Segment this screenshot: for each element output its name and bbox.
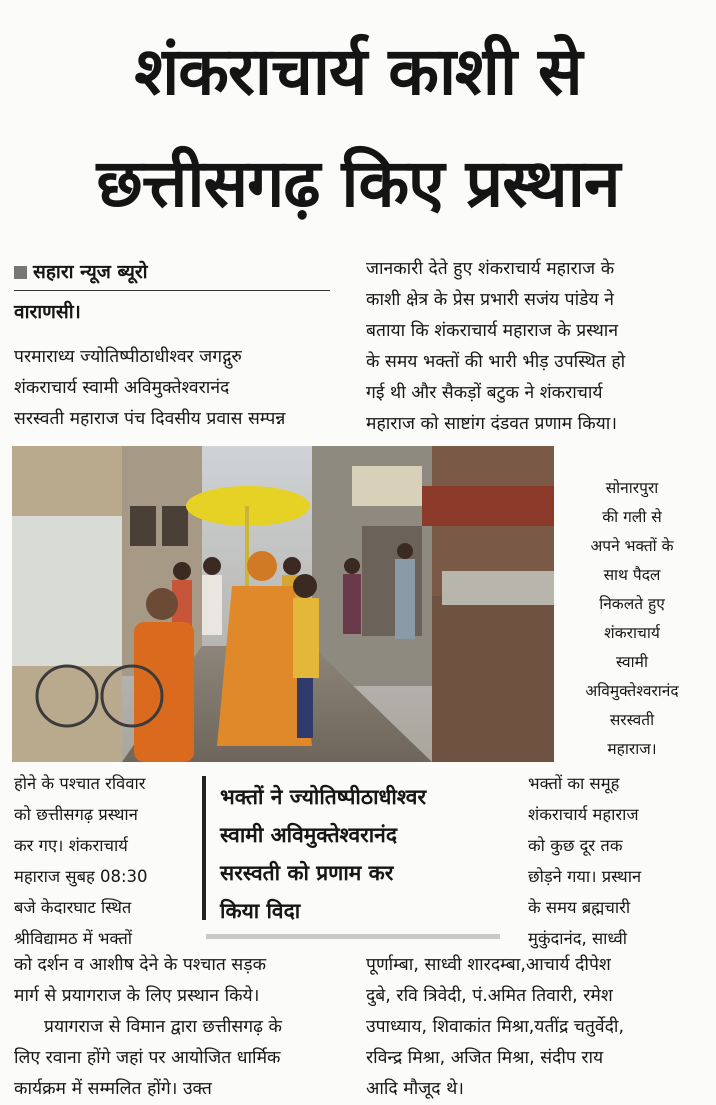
text-line: के समय भक्तों की भारी भीड़ उपस्थित हो — [366, 352, 626, 372]
article-column-left-narrow — [14, 768, 190, 954]
text-line: सरस्वती महाराज पंच दिवसीय प्रवास सम्पन्न — [14, 409, 286, 429]
news-photo — [12, 446, 554, 762]
byline — [14, 258, 148, 284]
pull-quote-line: सरस्वती को प्रणाम कर — [220, 861, 394, 885]
pull-quote — [204, 778, 500, 930]
caption-line: सोनारपुरा — [605, 479, 659, 497]
text-line: छोड़ने गया। प्रस्थान — [528, 867, 642, 886]
text-line: काशी क्षेत्र के प्रेस प्रभारी सजंय पांडेय ने — [366, 290, 614, 310]
text-line: मुकुंदानंद, साध्वी — [528, 929, 628, 948]
headline-line-1: शंकराचार्य काशी से — [134, 33, 582, 110]
text-line: उपाध्याय, शिवाकांत मिश्रा,यतींद्र चतुर्वेदी, — [366, 1017, 625, 1037]
text-line: होने के पश्चात रविवार — [14, 774, 146, 793]
text-line: प्रयागराज से विमान द्वारा छत्तीसगढ़ के — [44, 1017, 282, 1037]
byline-text: सहारा न्यूज ब्यूरो — [33, 261, 148, 283]
caption-line: साथ पैदल — [603, 566, 661, 584]
caption-line: की गली से — [602, 508, 662, 526]
pull-quote-line: किया विदा — [220, 899, 301, 923]
text-line: बताया कि शंकराचार्य महाराज के प्रस्थान — [366, 321, 619, 341]
text-line: भक्तों का समूह — [528, 774, 620, 793]
article-column-right-bottom — [366, 950, 700, 1105]
text-line: को कुछ दूर तक — [528, 836, 623, 855]
article-column-left-top — [14, 342, 336, 435]
text-line: गई थी और सैकड़ों बटुक ने शंकराचार्य — [366, 383, 603, 403]
caption-line: स्वामी — [616, 653, 648, 671]
caption-line: शंकराचार्य — [604, 624, 660, 642]
text-line: को दर्शन व आशीष देने के पश्चात सड़क — [14, 955, 267, 975]
pull-quote-line: स्वामी अविमुक्तेश्वरानंद — [220, 823, 397, 847]
caption-line: अपने भक्तों के — [590, 537, 674, 555]
text-line: शंकराचार्य महाराज — [528, 805, 639, 824]
text-line: श्रीविद्यामठ में भक्तों — [14, 929, 133, 948]
byline-rule — [14, 290, 330, 291]
pull-quote-rule — [206, 934, 500, 939]
caption-line: सरस्वती — [609, 711, 655, 729]
text-line: जानकारी देते हुए शंकराचार्य महाराज के — [366, 259, 615, 279]
text-line: मार्ग से प्रयागराज के लिए प्रस्थान किये। — [14, 986, 260, 1006]
caption-line: महाराज। — [607, 740, 657, 758]
text-line: लिए रवाना होंगे जहां पर आयोजित धार्मिक — [14, 1048, 281, 1068]
dateline: वाराणसी। — [14, 301, 81, 323]
procession-photo-illustration — [12, 446, 554, 762]
text-line: शंकराचार्य स्वामी अविमुक्तेश्वरानंद — [14, 378, 230, 398]
text-line: के समय ब्रह्मचारी — [528, 898, 631, 917]
caption-line: निकलते हुए — [599, 595, 665, 613]
text-line: को छत्तीसगढ़ प्रस्थान — [14, 805, 138, 824]
text-line: महाराज सुबह 08:30 — [14, 867, 148, 886]
text-line: कर गए। शंकराचार्य — [14, 836, 128, 855]
headline-line-2: छत्तीसगढ़ किए प्रस्थान — [96, 145, 620, 222]
photo-caption — [562, 474, 702, 764]
text-line: महाराज को साष्टांग दंडवत प्रणाम किया। — [366, 414, 617, 434]
text-line: परमाराध्य ज्योतिष्पीठाधीश्वर जगद्गुरु — [14, 347, 242, 367]
pull-quote-line: भक्तों ने ज्योतिष्पीठाधीश्वर — [220, 785, 427, 809]
article-column-right-top — [366, 254, 696, 440]
caption-line: अविमुक्तेश्वरानंद — [585, 682, 679, 700]
text-line: कार्यक्रम में सम्मलित होंगे। उक्त — [14, 1079, 212, 1099]
article-column-left-bottom — [14, 950, 336, 1105]
text-line: बजे केदारघाट स्थित — [14, 898, 132, 917]
article-column-right-narrow — [528, 768, 700, 954]
bullet-square-icon — [14, 266, 27, 279]
text-line: पूर्णाम्बा, साध्वी शारदम्बा,आचार्य दीपेश — [366, 955, 611, 975]
text-line: रविन्द्र मिश्रा, अजित मिश्रा, संदीप राय — [366, 1048, 604, 1068]
text-line: आदि मौजूद थे। — [366, 1079, 464, 1099]
text-line: दुबे, रवि त्रिवेदी, पं.अमित तिवारी, रमेश — [366, 986, 613, 1006]
